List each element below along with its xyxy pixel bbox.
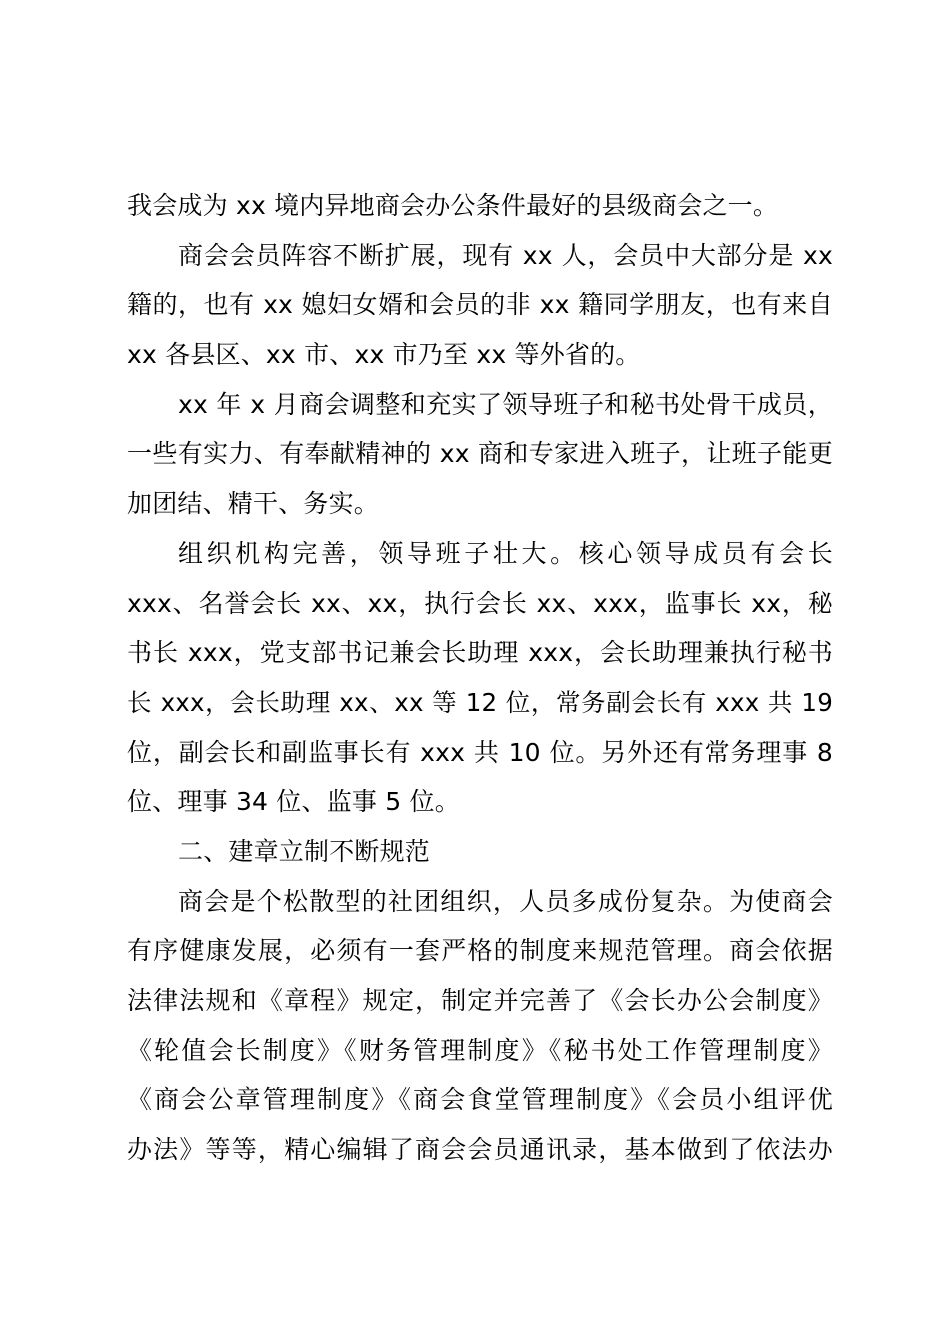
text-line: 位、理事 34 位、监事 5 位。: [127, 787, 460, 817]
text-line: 商会是个松散型的社团组织，人员多成份复杂。为使商会: [178, 886, 833, 916]
text-line: 我会成为 xx 境内异地商会办公条件最好的县级商会之一。: [127, 191, 779, 220]
text-line: 《商会公章管理制度》《商会食堂管理制度》《会员小组评优: [127, 1085, 833, 1115]
text-line: 组织机构完善，领导班子壮大。核心领导成员有会长: [178, 538, 833, 568]
text-line: xx 年 x 月商会调整和充实了领导班子和秘书处骨干成员，: [178, 389, 833, 419]
text-line: 加团结、精干、务实。: [127, 489, 380, 519]
text-line: 有序健康发展，必须有一套严格的制度来规范管理。商会依据: [127, 936, 833, 966]
text-line: 书长 xxx，党支部书记兼会长助理 xxx，会长助理兼执行秘书: [127, 638, 833, 668]
document-body: [127, 181, 833, 1175]
section-heading: 二、建章立制不断规范: [178, 836, 431, 866]
text-line: 一些有实力、有奉献精神的 xx 商和专家进入班子，让班子能更: [127, 439, 833, 469]
text-line: 位，副会长和副监事长有 xxx 共 10 位。另外还有常务理事 8: [127, 737, 833, 767]
text-line: 长 xxx，会长助理 xx、xx 等 12 位，常务副会长有 xxx 共 19: [127, 687, 833, 717]
text-line: 办法》等等，精心编辑了商会会员通讯录，基本做到了依法办: [127, 1135, 833, 1165]
text-line: xxx、名誉会长 xx、xx，执行会长 xx、xxx，监事长 xx，秘: [127, 588, 833, 618]
text-line: 法律法规和《章程》规定，制定并完善了《会长办公会制度》: [127, 986, 833, 1015]
text-line: 籍的，也有 xx 媳妇女婿和会员的非 xx 籍同学朋友，也有来自: [127, 290, 833, 320]
text-line: xx 各县区、xx 市、xx 市乃至 xx 等外省的。: [127, 340, 641, 370]
text-line: 商会会员阵容不断扩展，现有 xx 人，会员中大部分是 xx: [178, 240, 833, 270]
text-line: 《轮值会长制度》《财务管理制度》《秘书处工作管理制度》: [127, 1035, 833, 1065]
